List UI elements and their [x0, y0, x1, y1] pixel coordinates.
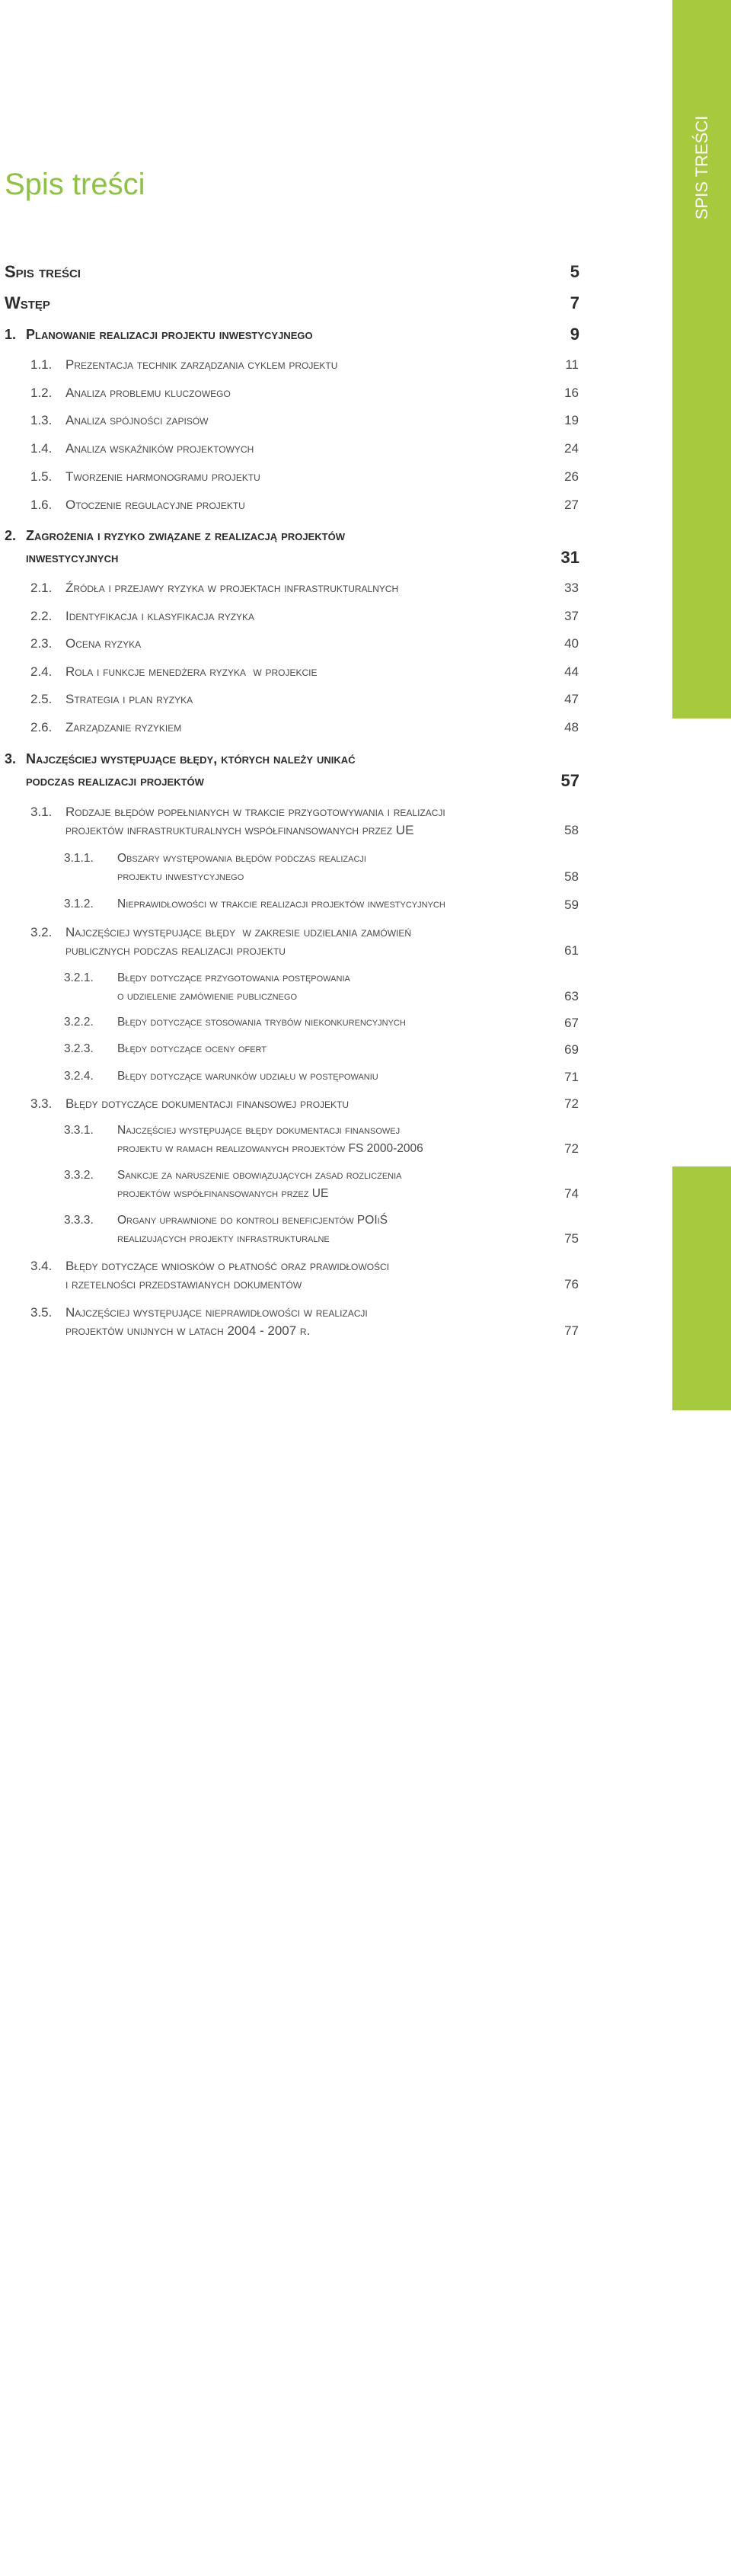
toc-entry-label-line-1: Najczęściej występujące błędy w zakresie udzielania zamówień [65, 925, 412, 939]
toc-entry-number: 2.4. [30, 664, 53, 679]
side-tab [672, 0, 731, 718]
toc-entry-label: Spis treści [5, 262, 81, 281]
toc-entry-1-2[interactable] [30, 386, 579, 402]
toc-entry-1-4[interactable] [30, 442, 579, 457]
toc-page-number: 57 [560, 771, 579, 790]
toc-entry-label-line-2: projektów infrastrukturalnych współfinansowanych przez UE [65, 823, 414, 837]
page-number: 5 [689, 2522, 713, 2535]
toc-entry-number: 3.4. [30, 1259, 53, 1273]
toc-entry-number: 2.2. [30, 609, 53, 623]
toc-entry-label: Identyfikacja i klasyfikacja ryzyka [65, 609, 255, 623]
toc-page-number: 11 [565, 357, 579, 372]
toc-entry-label: Zarządzanie ryzykiem [65, 720, 182, 734]
toc-entry-3-4[interactable] [30, 1259, 579, 1294]
toc-page-number: 76 [564, 1277, 579, 1291]
toc-entry-number: 1.2. [30, 386, 53, 400]
page-title: Spis treści [5, 168, 145, 201]
toc-entry-3-5[interactable] [30, 1306, 579, 1341]
toc-page-number: 37 [564, 609, 579, 623]
toc-entry-label-line-1: Obszary występowania błędów podczas realizacji [117, 852, 366, 865]
toc-entry-number: 2.5. [30, 692, 53, 706]
toc-entry-3-2-1[interactable] [64, 972, 579, 1006]
toc-entry-label: Źródła i przejawy ryzyka w projektach infrastrukturalnych [65, 581, 399, 595]
toc-entry-3-1-1[interactable] [64, 853, 579, 886]
toc-entry-2-6[interactable] [30, 721, 579, 736]
toc-entry-label-line-1: Najczęściej występujące nieprawidłowości w realizacji [65, 1305, 368, 1320]
toc-entry-label-line-1: Błędy dotyczące wniosków o płatność oraz prawidłowości [65, 1259, 390, 1273]
toc-entry-number: 3.2.3. [64, 1042, 94, 1055]
toc-entry-number: 1.4. [30, 441, 53, 456]
toc-page-number: 24 [564, 441, 579, 456]
toc-entry-number: 3.3.1. [64, 1124, 94, 1137]
toc-entry-2-3[interactable] [30, 637, 579, 652]
toc-page-number: 74 [564, 1186, 579, 1201]
toc-page-number: 72 [564, 1141, 579, 1156]
toc-entry-label: Analiza spójności zapisów [65, 413, 209, 427]
toc-entry-number: 3.5. [30, 1305, 53, 1320]
toc-entry-1-3[interactable] [30, 414, 579, 429]
toc-entry-number: 3.1. [30, 805, 53, 819]
toc-page-number: 7 [570, 293, 579, 312]
toc-entry-label: Tworzenie harmonogramu projektu [65, 469, 260, 484]
toc-entry-label-line-2: i rzetelności przedstawianych dokumentów [65, 1277, 302, 1291]
toc-entry-number: 3.1.1. [64, 852, 94, 865]
toc-entry-label-line-1: Sankcje za naruszenie obowiązujących zasad rozliczenia [117, 1169, 402, 1182]
toc-page-number: 31 [560, 548, 579, 567]
toc-entry-label-line-1: Organy uprawnione do kontroli beneficjentów POIiŚ [117, 1214, 388, 1227]
toc-entry-label-line-2: projektów współfinansowanych przez UE [117, 1187, 329, 1200]
toc-entry-number: 2.1. [30, 581, 53, 595]
toc-entry-number: 1.6. [30, 498, 53, 512]
toc-page-number: 44 [564, 664, 579, 679]
toc-entry-number: 3.3.2. [64, 1169, 94, 1182]
toc-page-number: 48 [564, 720, 579, 734]
toc-entry-3-3-1[interactable] [64, 1125, 579, 1158]
toc-entry-label: Analiza wskaźników projektowych [65, 441, 254, 456]
toc-entry-number: 3.2.2. [64, 1016, 94, 1029]
toc-page-number: 67 [564, 1016, 579, 1030]
toc-entry-number: 2.3. [30, 636, 53, 651]
toc-page-number: 61 [564, 943, 579, 958]
toc-entry-label: Otoczenie regulacyjne projektu [65, 498, 245, 512]
toc-page-number: 40 [564, 636, 579, 651]
toc-entry-label: Błędy dotyczące oceny ofert [117, 1042, 267, 1055]
toc-page-number: 71 [564, 1070, 579, 1084]
toc-page-number: 5 [570, 262, 579, 281]
toc-page-number: 58 [564, 869, 579, 884]
toc-entry-label: Błędy dotyczące dokumentacji finansowej projektu [65, 1096, 350, 1111]
toc-entry-label: Prezentacja technik zarządzania cyklem projektu [65, 357, 338, 372]
toc-entry-chapter-2[interactable] [5, 529, 579, 568]
side-tab-label: SPIS TREŚCI [691, 115, 711, 220]
toc-entry-number: 1.3. [30, 413, 53, 427]
toc-entry-2-1[interactable] [30, 581, 579, 597]
toc-entry-3-2-4[interactable] [64, 1070, 579, 1086]
toc-entry-label: Strategia i plan ryzyka [65, 692, 193, 706]
toc-entry-wstep[interactable] [5, 295, 579, 313]
toc-entry-number: 1.1. [30, 357, 53, 372]
toc-entry-number: 1.5. [30, 469, 53, 484]
toc-entry-number: 3.3. [30, 1096, 53, 1111]
toc-entry-number: 1. [5, 327, 17, 342]
toc-entry-3-3[interactable] [30, 1097, 579, 1112]
toc-page-number: 72 [564, 1096, 579, 1111]
toc-entry-label: Wstęp [5, 293, 50, 312]
footer-tab [672, 1166, 731, 2535]
toc-entry-label-line-1: Najczęściej występujące błędy, których należy unikać [26, 751, 356, 766]
toc-page-number: 77 [564, 1323, 579, 1338]
toc-entry-spis-tresci[interactable] [5, 264, 579, 282]
toc-entry-label-line-2: inwestycyjnych [26, 550, 119, 565]
toc-page-number: 19 [564, 413, 579, 427]
toc-entry-3-3-2[interactable] [64, 1170, 579, 1203]
toc-page-number: 47 [564, 692, 579, 706]
toc-entry-label-line-2: podczas realizacji projektów [26, 773, 204, 789]
toc-entry-label-line-2: publicznych podczas realizacji projektu [65, 943, 286, 958]
toc-page-number: 9 [570, 325, 579, 344]
footer-word: Strona [696, 2419, 712, 2497]
toc-page-number: 63 [564, 989, 579, 1003]
toc-entry-label: Analiza problemu kluczowego [65, 386, 231, 400]
toc-entry-label-line-2: o udzielenie zamówienie publicznego [117, 990, 298, 1003]
page-footer [672, 2378, 731, 2576]
toc-entry-label-line-2: projektu w ramach realizowanych projektów FS 2000-2006 [117, 1142, 423, 1155]
toc-entry-number: 2. [5, 528, 17, 543]
toc-entry-chapter-3[interactable] [5, 752, 579, 792]
toc-entry-3-2-2[interactable] [64, 1016, 579, 1032]
toc-entry-number: 2.6. [30, 720, 53, 734]
toc-entry-1-5[interactable] [30, 470, 579, 485]
toc-entry-number: 3.1.2. [64, 898, 94, 910]
toc-page-number: 27 [564, 498, 579, 512]
toc-entry-1-1[interactable] [30, 358, 579, 373]
toc-entry-2-5[interactable] [30, 693, 579, 708]
toc-entry-label-line-1: Błędy dotyczące przygotowania postępowania [117, 971, 350, 984]
toc-page-number: 59 [564, 898, 579, 912]
toc-entry-3-1-2[interactable] [64, 898, 579, 914]
toc-entry-number: 3.2.4. [64, 1070, 94, 1083]
toc-page-number: 58 [564, 823, 579, 837]
side-tab-label-wrap [672, 114, 731, 221]
toc-entry-label: Rola i funkcje menedżera ryzyka w projekcie [65, 664, 318, 679]
toc-entry-chapter-1[interactable] [5, 325, 579, 346]
toc-entry-label: Błędy dotyczące warunków udziału w postępowaniu [117, 1070, 378, 1083]
toc-entry-label-line-2: projektów unijnych w latach 2004 - 2007 r. [65, 1323, 311, 1338]
toc-entry-label: Nieprawidłowości w trakcie realizacji projektów inwestycyjnych [117, 898, 445, 910]
toc-entry-label-line-1: Najczęściej występujące błędy dokumentacji finansowej [117, 1124, 401, 1137]
toc-entry-number: 3.2. [30, 925, 53, 939]
footer-separator: | [692, 2507, 713, 2512]
toc-entry-3-2-3[interactable] [64, 1043, 579, 1058]
toc-entry-3-1[interactable] [30, 805, 579, 840]
toc-entry-label: Ocena ryzyka [65, 636, 142, 651]
toc-entry-label-line-2: projektu inwestycyjnego [117, 870, 244, 883]
toc-entry-2-2[interactable] [30, 610, 579, 625]
toc-page-number: 16 [564, 386, 579, 400]
toc-page-number: 69 [564, 1042, 579, 1057]
toc-entry-label-line-1: Rodzaje błędów popełnianych w trakcie przygotowywania i realizacji [65, 805, 445, 819]
toc-entry-label-line-1: Zagrożenia i ryzyko związane z realizacją projektów [26, 528, 345, 543]
toc-entry-3-2[interactable] [30, 926, 579, 961]
toc-page-number: 33 [564, 581, 579, 595]
toc-entry-label: Planowanie realizacji projektu inwestycyjnego [26, 327, 313, 342]
toc-page-number: 26 [564, 469, 579, 484]
toc-entry-label-line-2: realizujących projekty infrastrukturalne [117, 1232, 330, 1245]
page-footer-text [690, 2420, 714, 2535]
toc-entry-2-4[interactable] [30, 665, 579, 680]
toc-entry-3-3-3[interactable] [64, 1214, 579, 1248]
toc-entry-number: 3. [5, 751, 17, 766]
toc-page-number: 75 [564, 1231, 579, 1246]
toc-entry-number: 3.2.1. [64, 971, 94, 984]
toc-entry-1-6[interactable] [30, 498, 579, 514]
toc-entry-label: Błędy dotyczące stosowania trybów niekonkurencyjnych [117, 1016, 406, 1029]
toc-entry-number: 3.3.3. [64, 1214, 94, 1227]
